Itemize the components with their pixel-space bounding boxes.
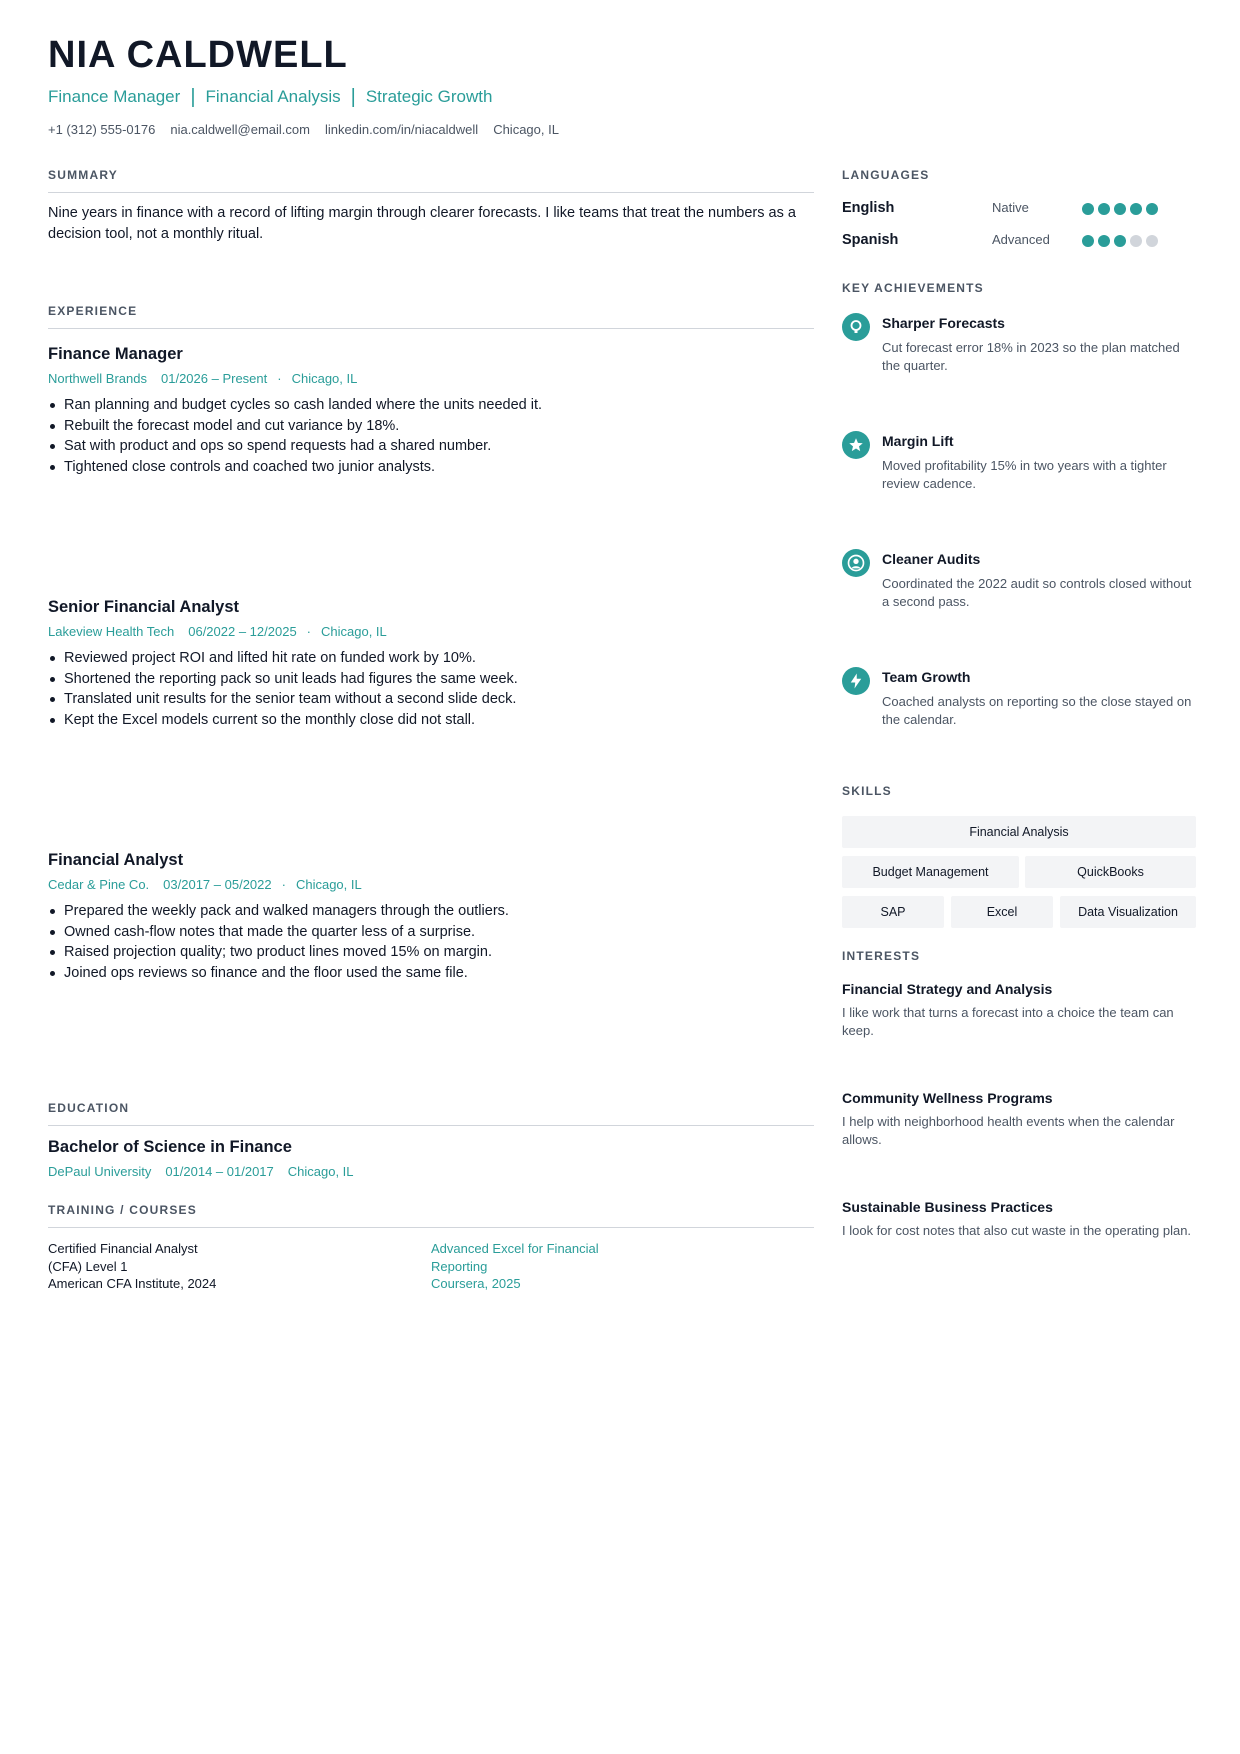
tagline-item: Strategic Growth bbox=[365, 87, 493, 106]
job-location: Chicago, IL bbox=[291, 371, 358, 386]
contact-info bbox=[48, 122, 559, 137]
rating-dot-filled bbox=[1082, 235, 1094, 247]
course-item bbox=[48, 1240, 431, 1293]
summary-text: Nine years in finance with a record of lifting margin through clearer forecasts. I like teams that treat the numbers as a decision tool, not a monthly ritual. bbox=[48, 205, 796, 242]
bullet-item: Kept the Excel models current so the monthly close did not stall. bbox=[64, 710, 814, 731]
section-title: KEY ACHIEVEMENTS bbox=[842, 281, 984, 295]
experience-entry bbox=[48, 345, 814, 477]
language-level: Advanced bbox=[992, 232, 1050, 247]
job-meta bbox=[48, 624, 814, 639]
rating-dot-filled bbox=[1146, 203, 1158, 215]
bullet-item: Prepared the weekly pack and walked managers through the outliers. bbox=[64, 901, 814, 922]
training-section bbox=[48, 1203, 814, 1293]
interest-title: Community Wellness Programs bbox=[842, 1090, 1053, 1106]
job-dates: 06/2022 – 12/2025 bbox=[188, 624, 297, 639]
lightbulb-icon bbox=[842, 313, 870, 341]
meta-separator: · bbox=[281, 877, 286, 892]
interest-title: Financial Strategy and Analysis bbox=[842, 981, 1053, 997]
meta-separator: · bbox=[306, 624, 312, 639]
skill-chip: Financial Analysis bbox=[842, 816, 1196, 848]
language-name: Spanish bbox=[842, 232, 899, 248]
job-meta bbox=[48, 877, 814, 892]
rating-dot-empty bbox=[1146, 235, 1158, 247]
rating-dot-filled bbox=[1098, 235, 1110, 247]
bullet-item: Joined ops reviews so finance and the floor used the same file. bbox=[64, 963, 814, 984]
bullet-item: Owned cash-flow notes that made the quarter less of a surprise. bbox=[64, 922, 814, 943]
experience-section bbox=[48, 304, 814, 329]
education-location: Chicago, IL bbox=[287, 1164, 354, 1179]
education-section bbox=[48, 1101, 814, 1179]
job-company: Lakeview Health Tech bbox=[48, 624, 175, 639]
contact-linkedin[interactable]: linkedin.com/in/niacaldwell bbox=[324, 122, 479, 137]
bullet-item: Shortened the reporting pack so unit leads had figures the same week. bbox=[64, 669, 814, 690]
job-location: Chicago, IL bbox=[321, 624, 387, 639]
candidate-name: NIA CALDWELL bbox=[48, 34, 348, 76]
section-divider bbox=[48, 1227, 814, 1228]
section-title: EDUCATION bbox=[48, 1101, 130, 1115]
skill-chip: Data Visualization bbox=[1060, 896, 1196, 928]
section-title: LANGUAGES bbox=[842, 168, 930, 182]
job-bullets bbox=[48, 901, 814, 983]
job-dates: 03/2017 – 05/2022 bbox=[163, 877, 272, 892]
tagline-item: Financial Analysis bbox=[205, 87, 341, 106]
section-title: SUMMARY bbox=[48, 168, 118, 182]
language-row bbox=[842, 232, 1196, 264]
bullet-item: Raised projection quality; two product lines moved 15% on margin. bbox=[64, 942, 814, 963]
bullet-item: Tightened close controls and coached two junior analysts. bbox=[64, 457, 814, 478]
achievement-title: Sharper Forecasts bbox=[882, 315, 1005, 331]
achievements-section bbox=[842, 281, 1196, 295]
job-dates: 01/2026 – Present bbox=[161, 371, 268, 386]
user-icon bbox=[842, 549, 870, 577]
job-bullets bbox=[48, 648, 814, 730]
language-level: Native bbox=[992, 200, 1029, 215]
interest-desc: I look for cost notes that also cut waste in the operating plan. bbox=[842, 1223, 1192, 1238]
language-rating bbox=[1082, 235, 1158, 247]
course-name-line: Reporting bbox=[431, 1258, 488, 1274]
bullet-item: Reviewed project ROI and lifted hit rate on funded work by 10%. bbox=[64, 648, 814, 669]
interest-item bbox=[842, 1199, 1196, 1240]
experience-entry bbox=[48, 598, 814, 730]
course-name-line: (CFA) Level 1 bbox=[48, 1258, 128, 1274]
tagline-separator: | bbox=[350, 86, 356, 108]
job-company: Cedar & Pine Co. bbox=[48, 877, 150, 892]
rating-dot-empty bbox=[1130, 235, 1142, 247]
course-name-line: Advanced Excel for Financial bbox=[431, 1241, 599, 1256]
job-title: Finance Manager bbox=[48, 345, 183, 363]
interests-section bbox=[842, 949, 1196, 963]
job-title: Senior Financial Analyst bbox=[48, 598, 240, 616]
meta-separator: · bbox=[277, 371, 282, 386]
course-list bbox=[48, 1240, 814, 1293]
section-title: EXPERIENCE bbox=[48, 304, 138, 318]
interest-title: Sustainable Business Practices bbox=[842, 1199, 1053, 1215]
rating-dot-filled bbox=[1098, 203, 1110, 215]
achievement-desc: Cut forecast error 18% in 2023 so the plan matched the quarter. bbox=[882, 340, 1180, 373]
degree-title: Bachelor of Science in Finance bbox=[48, 1138, 292, 1156]
contact-location: Chicago, IL bbox=[493, 122, 559, 137]
language-rating bbox=[1082, 203, 1158, 215]
bullet-item: Rebuilt the forecast model and cut variance by 18%. bbox=[64, 416, 814, 437]
education-meta bbox=[48, 1164, 814, 1179]
job-meta bbox=[48, 371, 814, 386]
contact-phone[interactable]: +1 (312) 555-0176 bbox=[48, 122, 156, 137]
section-divider bbox=[48, 192, 814, 193]
section-title: SKILLS bbox=[842, 784, 892, 798]
job-company: Northwell Brands bbox=[48, 371, 147, 386]
interest-item bbox=[842, 981, 1196, 1040]
interest-desc: I help with neighborhood health events when the calendar allows. bbox=[842, 1114, 1175, 1147]
rating-dot-filled bbox=[1114, 235, 1126, 247]
experience-entry bbox=[48, 851, 814, 983]
section-title: TRAINING / COURSES bbox=[48, 1203, 197, 1217]
course-item bbox=[431, 1240, 814, 1293]
star-icon bbox=[842, 431, 870, 459]
school-name: DePaul University bbox=[48, 1164, 152, 1179]
skill-chip: SAP bbox=[842, 896, 944, 928]
job-bullets bbox=[48, 395, 814, 477]
section-title: INTERESTS bbox=[842, 949, 921, 963]
skill-chip: QuickBooks bbox=[1025, 856, 1196, 888]
achievement-title: Team Growth bbox=[882, 669, 971, 685]
achievement-title: Cleaner Audits bbox=[882, 551, 981, 567]
tagline-separator: | bbox=[190, 86, 196, 108]
bullet-item: Ran planning and budget cycles so cash landed where the units needed it. bbox=[64, 395, 814, 416]
contact-email[interactable]: nia.caldwell@email.com bbox=[170, 122, 310, 137]
job-location: Chicago, IL bbox=[295, 877, 362, 892]
bullet-item: Sat with product and ops so spend requests had a shared number. bbox=[64, 436, 814, 457]
language-row bbox=[842, 200, 1196, 232]
skill-chip: Budget Management bbox=[842, 856, 1019, 888]
education-dates: 01/2014 – 01/2017 bbox=[165, 1164, 274, 1179]
section-divider bbox=[48, 328, 814, 329]
summary-section bbox=[48, 168, 814, 245]
section-divider bbox=[48, 1125, 814, 1126]
achievement-desc: Moved profitability 15% in two years with a tighter review cadence. bbox=[882, 458, 1167, 491]
achievement-title: Margin Lift bbox=[882, 433, 954, 449]
languages-section bbox=[842, 168, 1196, 264]
rating-dot-filled bbox=[1082, 203, 1094, 215]
language-name: English bbox=[842, 200, 895, 216]
achievement-desc: Coordinated the 2022 audit so controls closed without a second pass. bbox=[882, 576, 1192, 609]
headline-tagline bbox=[48, 87, 492, 107]
achievement-desc: Coached analysts on reporting so the close stayed on the calendar. bbox=[882, 694, 1192, 727]
interest-desc: I like work that turns a forecast into a choice the team can keep. bbox=[842, 1005, 1174, 1038]
interest-item bbox=[842, 1090, 1196, 1149]
lightning-icon bbox=[842, 667, 870, 695]
skills-section bbox=[842, 784, 1196, 798]
course-provider: Coursera, 2025 bbox=[431, 1276, 521, 1291]
course-name-line: Certified Financial Analyst bbox=[48, 1241, 198, 1256]
rating-dot-filled bbox=[1114, 203, 1126, 215]
rating-dot-filled bbox=[1130, 203, 1142, 215]
skill-chip: Excel bbox=[951, 896, 1053, 928]
bullet-item: Translated unit results for the senior team without a second slide deck. bbox=[64, 689, 814, 710]
job-title: Financial Analyst bbox=[48, 851, 184, 869]
course-provider: American CFA Institute, 2024 bbox=[48, 1276, 217, 1291]
tagline-item: Finance Manager bbox=[48, 87, 181, 106]
